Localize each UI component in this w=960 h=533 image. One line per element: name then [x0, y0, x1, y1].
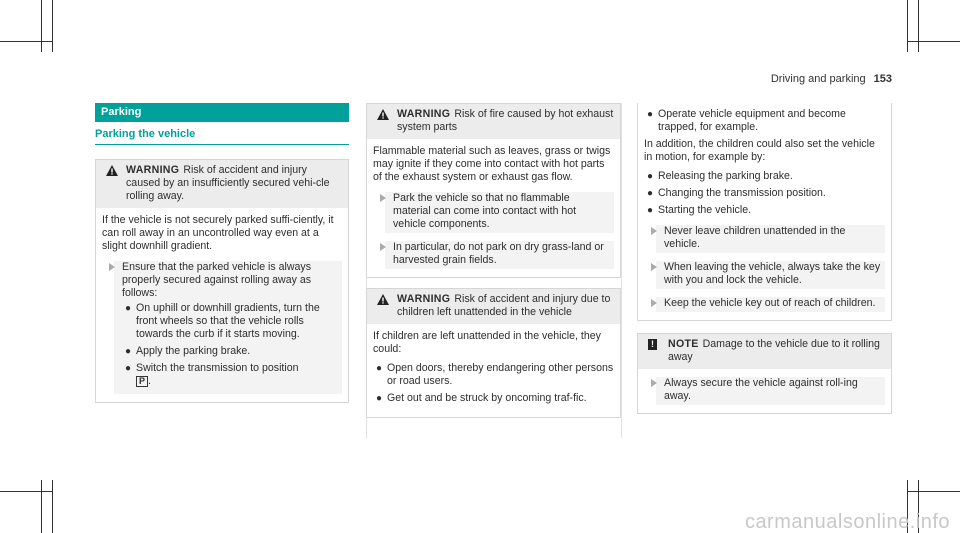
- crop-mark: [908, 491, 960, 492]
- warning-head: [96, 160, 348, 208]
- step-arrow-icon: [380, 243, 386, 251]
- crop-mark: [907, 0, 908, 52]
- warning-triangle-icon: [377, 294, 389, 305]
- warning-body: [367, 324, 620, 417]
- warning-head: [367, 104, 620, 139]
- list-item: ● Starting the vehicle.: [647, 204, 752, 216]
- instruction-step: [644, 297, 885, 312]
- list-item: ● Open doors, thereby endangering other persons or road users.: [376, 362, 614, 387]
- bullet-list: [644, 170, 885, 217]
- note-box: [637, 333, 892, 414]
- warning-keyword: WARNING: [126, 164, 180, 176]
- warning-keyword: WARNING: [397, 293, 451, 305]
- warning-box: [366, 288, 621, 418]
- bullet-list: [122, 302, 338, 388]
- instruction-step: [102, 261, 342, 394]
- step-text: In particular, do not park on dry grass-land or harvested grain fields.: [385, 241, 614, 269]
- warning-triangle-icon: [106, 165, 118, 176]
- step-text: Park the vehicle so that no flammable material can come into contact with hot vehicle components.: [385, 192, 614, 233]
- step-text: Always secure the vehicle against roll-ing away.: [656, 377, 885, 405]
- paragraph: In addition, the children could also set the vehicle in motion, for example by:: [644, 138, 875, 163]
- crop-mark: [908, 41, 960, 42]
- warning-headline: Risk of accident and injury caused by an insufficiently secured vehi-cle rolling away.: [126, 164, 330, 202]
- warning-text: Flammable material such as leaves, grass or twigs may ignite if they come into contact with hot parts of the exhaust system or exhaust gas flow.: [373, 145, 611, 183]
- instruction-step: [373, 192, 614, 233]
- crop-mark: [918, 0, 919, 52]
- list-item: ● Get out and be struck by oncoming traf-fic.: [376, 392, 587, 404]
- section-bar: Parking: [95, 103, 349, 122]
- bullet-list: [644, 108, 885, 134]
- warning-body: [367, 139, 620, 277]
- column-1: [95, 103, 349, 403]
- exclamation-icon: !: [648, 339, 657, 350]
- list-item: ● Apply the parking brake.: [125, 345, 251, 357]
- instruction-step: [644, 261, 885, 289]
- bullet-list: [373, 362, 614, 405]
- header-section: Driving and parking: [770, 73, 866, 85]
- note-body: [638, 377, 891, 413]
- section-subtitle: Parking the vehicle: [95, 128, 349, 145]
- column-3: [637, 103, 892, 414]
- step-content: [114, 261, 342, 394]
- warning-triangle-icon: [377, 109, 389, 120]
- warning-body: [96, 208, 348, 402]
- step-arrow-icon: [380, 194, 386, 202]
- warning-box: [366, 103, 621, 278]
- step-arrow-icon: [109, 263, 115, 271]
- warning-text: If the vehicle is not securely parked suffi-ciently, it can roll away in an uncontrolled way even at a slight downhill gradient.: [102, 214, 334, 252]
- warning-headline: Risk of accident and injury due to children left unattended in the vehicle: [397, 293, 611, 318]
- list-item: ● Changing the transmission position.: [647, 187, 826, 199]
- list-item: ● Switch the transmission to position P .: [125, 362, 299, 387]
- step-arrow-icon: [651, 299, 657, 307]
- column-2: [366, 103, 621, 418]
- step-text: Keep the vehicle key out of reach of children.: [656, 297, 885, 312]
- note-keyword: NOTE: [668, 338, 699, 350]
- list-item: ● Operate vehicle equipment and become trapped, for example.: [647, 108, 846, 133]
- step-arrow-icon: [651, 379, 657, 387]
- running-header: [771, 73, 892, 86]
- watermark: carmanualsonline.info: [744, 511, 950, 533]
- step-text: Ensure that the parked vehicle is always properly secured against rolling away as follows:: [122, 261, 312, 299]
- park-position-symbol: P: [136, 376, 148, 387]
- warning-box: [95, 159, 349, 403]
- crop-mark: [0, 491, 52, 492]
- crop-mark: [52, 0, 53, 52]
- instruction-step: [373, 241, 614, 269]
- crop-mark: [41, 0, 42, 52]
- instruction-step: [644, 377, 885, 405]
- step-text: Never leave children unattended in the vehicle.: [656, 225, 885, 253]
- step-arrow-icon: [651, 263, 657, 271]
- instruction-step: [644, 225, 885, 253]
- page-number: 153: [873, 73, 892, 85]
- warning-body: [638, 103, 891, 320]
- crop-mark: [0, 41, 52, 42]
- list-item: ● Releasing the parking brake.: [647, 170, 793, 182]
- step-arrow-icon: [651, 227, 657, 235]
- warning-keyword: WARNING: [397, 108, 451, 120]
- step-text: When leaving the vehicle, always take the key with you and lock the vehicle.: [656, 261, 885, 289]
- note-head: [638, 334, 891, 369]
- crop-mark: [52, 480, 53, 533]
- warning-head: [367, 289, 620, 324]
- note-headline: Damage to the vehicle due to it rolling away: [668, 338, 880, 363]
- warning-text: If children are left unattended in the vehicle, they could:: [373, 330, 601, 355]
- warning-continuation-box: [637, 103, 892, 321]
- column-divider: [621, 103, 622, 438]
- list-item: ● On uphill or downhill gradients, turn the front wheels so that the vehicle rolls towards the curb if it starts moving.: [125, 302, 320, 340]
- warning-headline: Risk of fire caused by hot exhaust system parts: [397, 108, 614, 133]
- crop-mark: [41, 480, 42, 533]
